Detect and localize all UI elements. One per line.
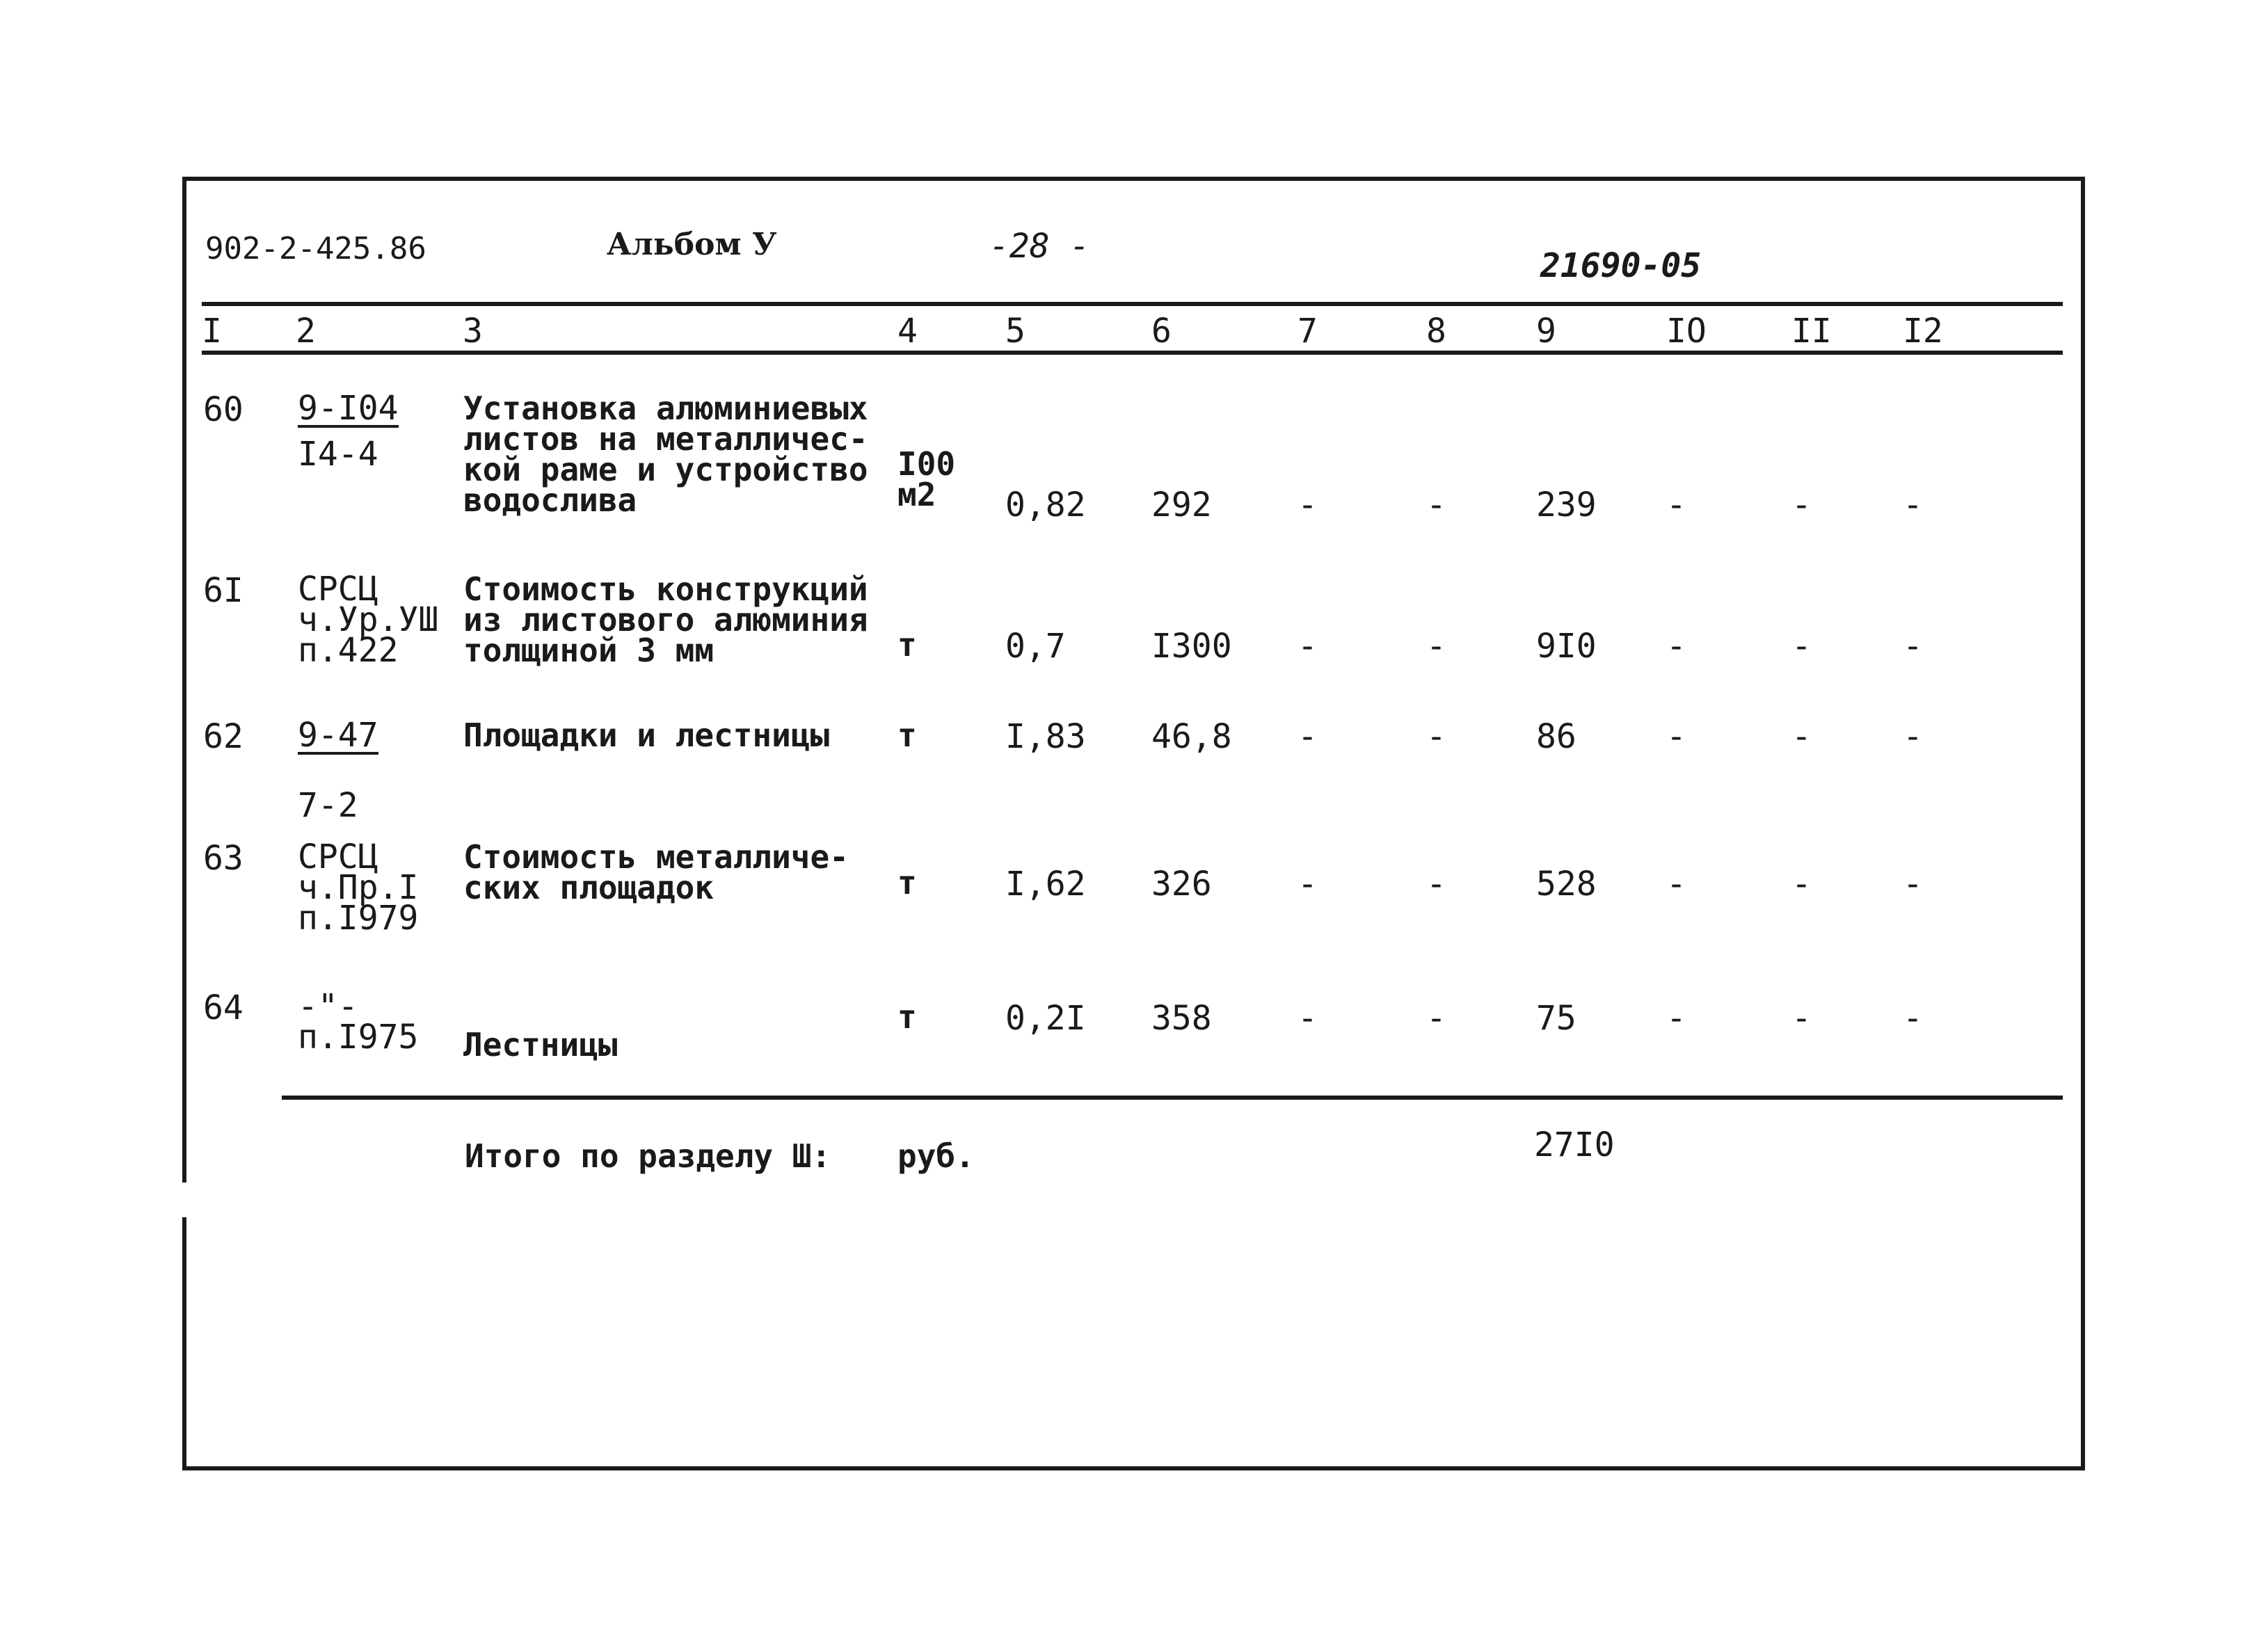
album-title: Альбом У: [607, 227, 777, 262]
rate-reference: 7-2: [298, 786, 358, 825]
rate-reference: СРСЦ ч.Пр.I п.I979: [298, 837, 419, 938]
cell-c9: 239: [1536, 486, 1597, 524]
cell-c9: 9I0: [1536, 627, 1597, 666]
cell-c6: I300: [1151, 627, 1232, 666]
unit-of-measure: т: [897, 864, 917, 901]
cell-c6: 358: [1151, 999, 1212, 1038]
cell-c5: 0,7: [1005, 627, 1066, 666]
cell-c12: -: [1903, 486, 1923, 524]
rate-reference: -"- п.I975: [298, 987, 419, 1057]
cell-c10: -: [1666, 865, 1686, 904]
cell-c7: -: [1297, 717, 1318, 756]
column-header-5: 5: [1005, 312, 1025, 351]
archive-stamp: 21690-05: [1540, 246, 1702, 285]
cell-c9: 75: [1536, 999, 1576, 1038]
cell-c8: -: [1426, 627, 1446, 666]
unit-of-measure: т: [897, 626, 917, 664]
column-header-6: 6: [1151, 312, 1172, 351]
column-header-9: 9: [1536, 312, 1556, 351]
cell-c5: 0,2I: [1005, 999, 1086, 1038]
cell-c5: 0,82: [1005, 486, 1086, 524]
cell-c11: -: [1791, 865, 1812, 904]
row-number: 63: [203, 839, 243, 878]
cell-c6: 46,8: [1151, 717, 1232, 756]
cell-c7: -: [1297, 486, 1318, 524]
cell-c5: I,83: [1005, 717, 1086, 756]
unit-of-measure: I00 м2: [897, 445, 956, 513]
cell-c7: -: [1297, 999, 1318, 1038]
cell-c10: -: [1666, 717, 1686, 756]
header-rule-bottom: [202, 351, 2063, 355]
work-description: Площадки и лестницы: [463, 716, 830, 754]
cell-c11: -: [1791, 717, 1812, 756]
cell-c6: 292: [1151, 486, 1212, 524]
row-number: 62: [203, 717, 243, 756]
cell-c12: -: [1903, 865, 1923, 904]
header-rule-top: [202, 302, 2063, 306]
column-header-3: 3: [463, 312, 483, 351]
column-header-8: 8: [1426, 312, 1446, 351]
cell-c12: -: [1903, 717, 1923, 756]
rate-reference: I4-4: [298, 435, 378, 474]
document-code: 902-2-425.86: [205, 231, 426, 266]
column-header-2: 2: [296, 312, 316, 351]
column-header-12: I2: [1903, 312, 1943, 351]
work-description: Стоимость металличе- ских площадок: [463, 838, 849, 906]
column-header-4: 4: [897, 312, 918, 351]
cell-c8: -: [1426, 865, 1446, 904]
cell-c7: -: [1297, 627, 1318, 666]
cell-c11: -: [1791, 999, 1812, 1038]
total-unit: руб.: [897, 1137, 975, 1175]
column-header-1: I: [202, 312, 222, 351]
rate-code: 9-I04: [298, 389, 399, 428]
total-rule: [282, 1096, 2063, 1100]
cell-c12: -: [1903, 627, 1923, 666]
cell-c8: -: [1426, 717, 1446, 756]
rate-reference: СРСЦ ч.Ур.УШ п.422: [298, 570, 439, 670]
cell-c12: -: [1903, 999, 1923, 1038]
work-description: Стоимость конструкций из листового алюминия толщиной 3 мм: [463, 570, 868, 669]
cell-c9: 86: [1536, 717, 1576, 756]
column-header-11: II: [1791, 312, 1832, 351]
page-number: -28 -: [989, 227, 1090, 266]
cell-c10: -: [1666, 627, 1686, 666]
row-number: 64: [203, 988, 243, 1027]
cell-c8: -: [1426, 486, 1446, 524]
page-frame: [182, 177, 2085, 1470]
column-header-10: IO: [1666, 312, 1707, 351]
cell-c8: -: [1426, 999, 1446, 1038]
frame-gap: [177, 1182, 191, 1217]
cell-c10: -: [1666, 999, 1686, 1038]
row-number: 6I: [203, 571, 243, 610]
total-label: Итого по разделу Ш:: [465, 1137, 831, 1175]
unit-of-measure: т: [897, 716, 917, 754]
column-header-7: 7: [1297, 312, 1318, 351]
unit-of-measure: т: [897, 998, 917, 1036]
cell-c10: -: [1666, 486, 1686, 524]
work-description: Лестницы: [463, 1026, 618, 1064]
total-value: 27I0: [1534, 1125, 1615, 1164]
cell-c9: 528: [1536, 865, 1597, 904]
work-description: Установка алюминиевых листов на металличес- кой раме и устройство водослива: [463, 390, 868, 519]
cell-c5: I,62: [1005, 865, 1086, 904]
cell-c11: -: [1791, 486, 1812, 524]
cell-c11: -: [1791, 627, 1812, 666]
row-number: 60: [203, 390, 243, 429]
cell-c7: -: [1297, 865, 1318, 904]
cell-c6: 326: [1151, 865, 1212, 904]
rate-code: 9-47: [298, 716, 378, 755]
